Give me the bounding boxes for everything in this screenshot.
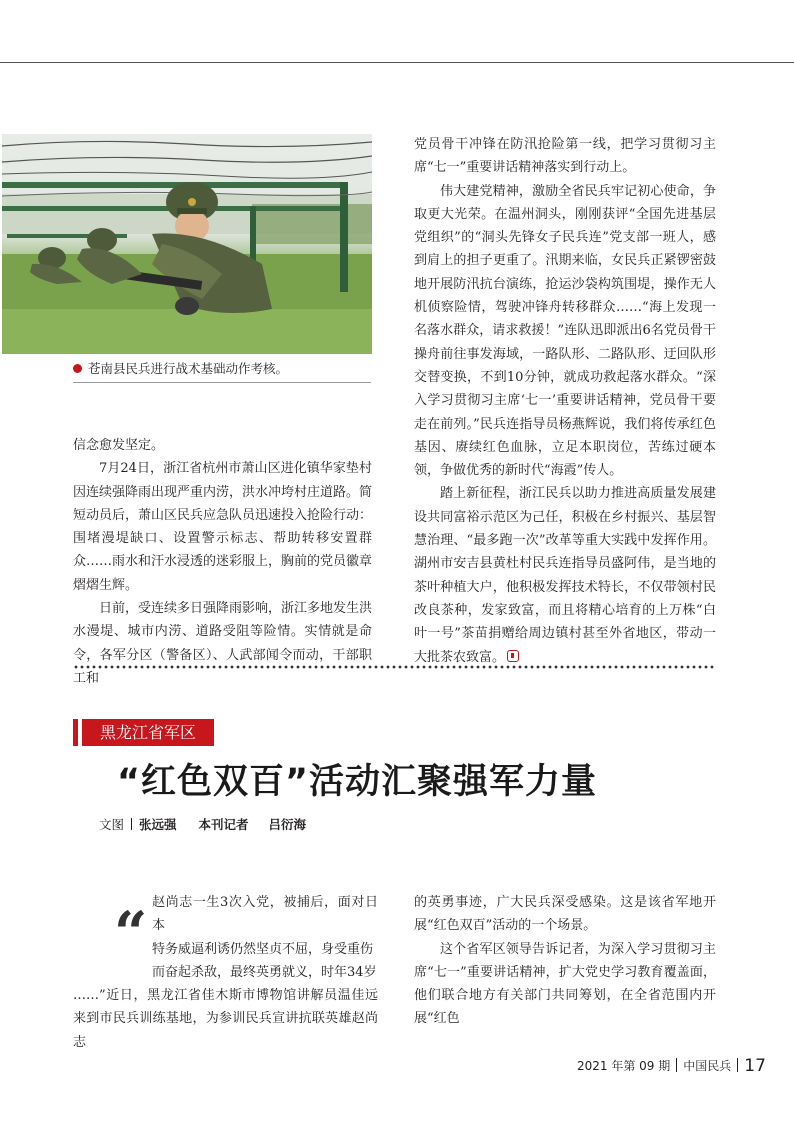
issue-label: 2021 年第 09 期 bbox=[577, 1059, 671, 1073]
paragraph: 伟大建党精神，激励全省民兵牢记初心使命，争取更大光荣。在温州洞头，刚刚获评“全国先进基层党组织”的“洞头先锋女子民兵连”党支部一班人，感到肩上的担子更重了。汛期来临，女民兵正紧锣密鼓地开展防汛抗台演练，抢运沙袋构筑围堤，操作无人机侦察险情，驾驶冲锋舟转移群众……“海上发现一名落水群众，请求救援！”连队迅即派出6名党员骨干操舟前往事发海域，一路队形、二路队形、迂回队形交替变换，不到10分钟，就成功救起落水群众。“深入学习贯彻习主席‘七一’重要讲话精神，党员骨干要走在前列。”民兵连指导员杨燕辉说，我们将传承红色基因、赓续红色血脉，立足本职岗位，苦练过硬本领，争做优秀的新时代“海霞”传人。 bbox=[414, 183, 716, 479]
article-headline: “红色双百”活动汇聚强军力量 bbox=[117, 762, 598, 802]
caption-rule bbox=[73, 382, 371, 383]
lead-line: 特务威逼利诱仍然坚贞不屈，身受重伤 bbox=[152, 941, 374, 957]
paragraph: ……”近日，黑龙江省佳木斯市博物馆讲解员温佳远来到市民兵训练基地，为参训民兵宣讲抗联英雄赵尚志 bbox=[73, 988, 378, 1050]
article-column-right-bottom bbox=[414, 891, 716, 1031]
paragraph: 的英勇事迹，广大民兵深受感染。这是该省军地开展“红色双百”活动的一个场景。 bbox=[414, 895, 716, 934]
lead-line: 赵尚志一生3次入党，被捕后，面对日本 bbox=[152, 895, 378, 934]
byline-separator bbox=[131, 818, 132, 830]
byline-author: 张远强 bbox=[138, 817, 177, 832]
photo-caption: 苍南县民兵进行战术基础动作考核。 bbox=[88, 361, 289, 376]
page-footer bbox=[577, 1056, 766, 1076]
dotted-divider bbox=[73, 665, 716, 669]
paragraph-text: 踏上新征程，浙江民兵以助力推进高质量发展建设共同富裕示范区为己任，积极在乡村振兴、基层智慧治理、“最多跑一次”改革等重大实践中发挥作用。湖州市安吉县黄杜村民兵连指导员盛阿伟，是当地的茶叶种植大户，他积极发挥技术特长，不仅带领村民改良茶种，发家致富，而且将精心培育的上万株“白叶一号”茶苗捐赠给周边镇村甚至外省地区，带动一大批茶农致富。 bbox=[414, 486, 716, 665]
paragraph bbox=[414, 482, 716, 668]
paragraph: 党员骨干冲锋在防汛抢险第一线，把学习贯彻习主席“七一”重要讲话精神落实到行动上。 bbox=[414, 137, 716, 176]
paragraph: 信念愈发坚定。 bbox=[73, 438, 165, 453]
photo-illustration bbox=[2, 134, 372, 354]
header-rule bbox=[0, 62, 794, 63]
magazine-name: 中国民兵 bbox=[683, 1059, 732, 1073]
byline-reporter-label: 本刊记者 bbox=[198, 817, 249, 832]
section-tag-label: 黑龙江省军区 bbox=[82, 719, 214, 746]
byline-reporter: 吕衍海 bbox=[268, 817, 306, 832]
quote-mark-icon: “ bbox=[114, 899, 148, 967]
article-column-left-top bbox=[73, 434, 372, 690]
article-column-left-bottom bbox=[73, 891, 378, 1054]
article-column-right-top bbox=[414, 133, 716, 669]
paragraph: 日前，受连续多日强降雨影响，浙江多地发生洪水漫堤、城市内涝、道路受阻等险情。实情就是命令，各军分区（警备区）、人武部闻令而动，干部职工和 bbox=[73, 601, 373, 686]
section-tag-bar bbox=[73, 719, 78, 746]
paragraph: 7月24日，浙江省杭州市萧山区进化镇华家垫村因连续强降雨出现严重内涝，洪水冲垮村庄道路。简短动员后，萧山区民兵应急队员迅速投入抢险行动：围堵漫堤缺口、设置警示标志、帮助转移安置群众……雨水和汗水浸透的迷彩服上，胸前的党员徽章熠熠生辉。 bbox=[73, 461, 373, 593]
paragraph: 这个省军区领导告诉记者，为深入学习贯彻习主席“七一”重要讲话精神，扩大党史学习教育覆盖面，他们联合地方有关部门共同筹划，在全省范围内开展“红色 bbox=[414, 941, 716, 1027]
article-end-icon bbox=[507, 650, 519, 662]
footer-separator bbox=[676, 1058, 677, 1072]
militia-training-photo bbox=[2, 134, 372, 354]
byline-prefix: 文图 bbox=[99, 817, 125, 832]
page-number: 17 bbox=[744, 1056, 766, 1076]
footer-separator bbox=[737, 1058, 738, 1072]
lead-line: 而奋起杀敌，最终英勇就义，时年34岁 bbox=[152, 964, 377, 980]
byline bbox=[99, 815, 306, 833]
caption-bullet-icon bbox=[73, 364, 82, 373]
